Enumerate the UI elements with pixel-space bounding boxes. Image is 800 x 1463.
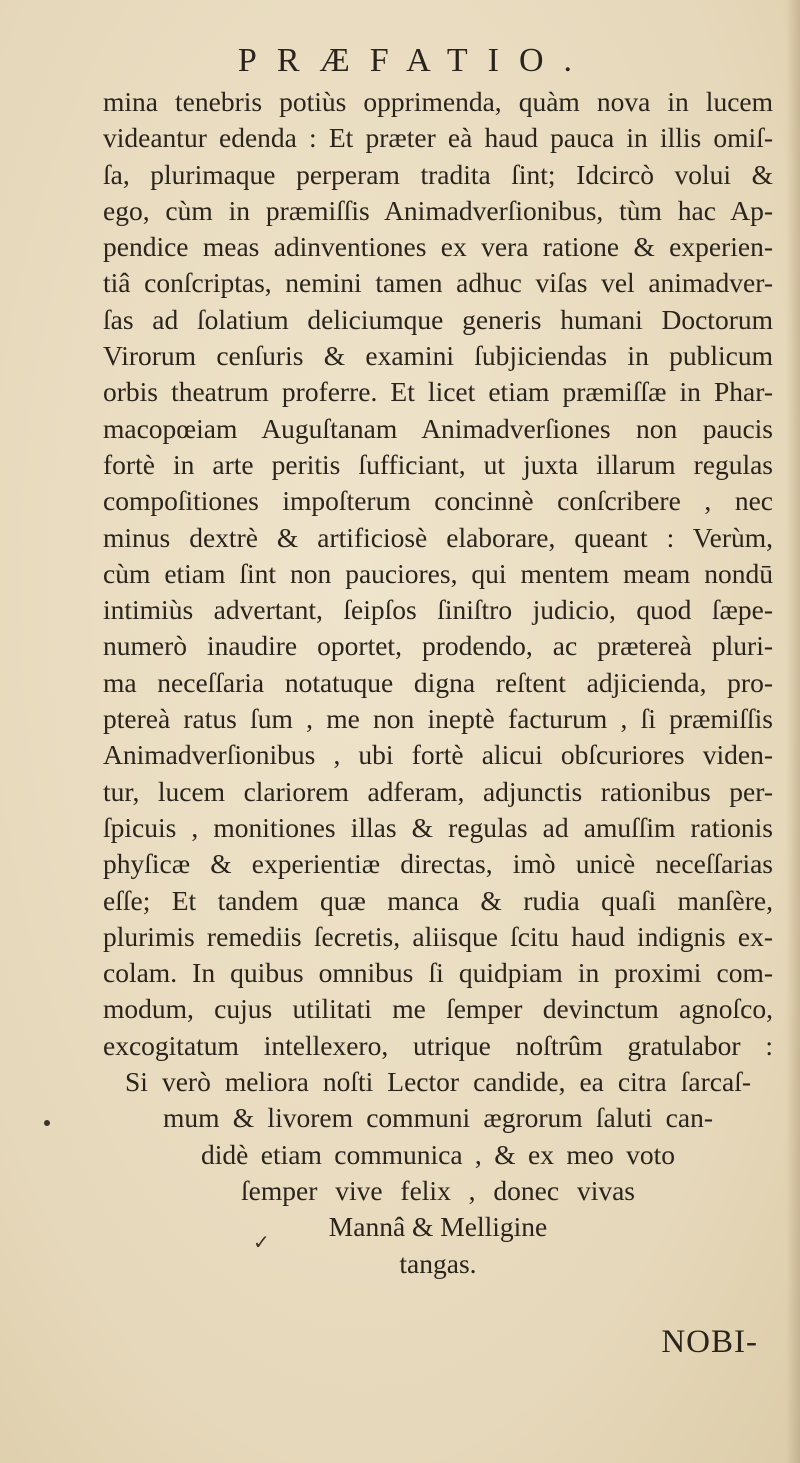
- text-line: eſſe; Et tandem quæ manca & rudia quaſi manſère,: [103, 884, 773, 916]
- text-line: ſa, plurimaque perperam tradita ſint; Idcircò volui &: [103, 158, 773, 190]
- marginal-mark: ✓: [253, 1232, 270, 1254]
- text-line: pendice meas adinventiones ex vera ratione & experien-: [103, 231, 773, 263]
- text-line: ſemper vive felix , donec vivas: [241, 1174, 635, 1206]
- text-line: macopœiam Auguſtanam Animadverſiones non paucis: [103, 412, 773, 444]
- text-line: intimiùs advertant, ſeipſos ſiniſtro judicio, quod ſæpe-: [103, 594, 773, 626]
- ink-spot: [44, 1120, 50, 1126]
- text-line: cùm etiam ſint non pauciores, qui mentem meam nondū: [103, 557, 773, 589]
- text-line: ſas ad ſolatium deliciumque generis humani Doctorum: [103, 303, 773, 335]
- text-line: phyſicæ & experientiæ directas, imò unicè neceſſarias: [103, 848, 773, 880]
- page-edge-shadow: [786, 0, 800, 1463]
- text-line: tangas.: [399, 1247, 477, 1279]
- text-line: Animadverſionibus , ubi fortè alicui obſcuriores viden-: [103, 739, 773, 771]
- text-line: plurimis remediis ſecretis, aliisque ſcitu haud indignis ex-: [103, 920, 773, 952]
- text-line: modum, cujus utilitati me ſemper devinctum agnoſco,: [103, 993, 773, 1025]
- text-line: numerò inaudire oportet, prodendo, ac prætereà pluri-: [103, 630, 773, 662]
- body-text: [103, 84, 773, 1282]
- text-line: excogitatum intellexero, utrique noſtrûm gratulabor :: [103, 1029, 773, 1061]
- text-line: compoſitiones impoſterum concinnè conſcribere , nec: [103, 485, 773, 517]
- text-line: Si verò meliora noſti Lector candide, ea citra ſarcaſ-: [125, 1066, 751, 1098]
- text-line: colam. In quibus omnibus ſi quidpiam in proximi com-: [103, 957, 773, 989]
- text-line: tiâ conſcriptas, nemini tamen adhuc viſas vel animadver-: [103, 267, 773, 299]
- text-line: tur, lucem clariorem adferam, adjunctis rationibus per-: [103, 775, 773, 807]
- text-line: orbis theatrum proferre. Et licet etiam præmiſſæ in Phar-: [103, 376, 773, 408]
- text-line: minus dextrè & artificiosè elaborare, queant : Verùm,: [103, 521, 773, 553]
- text-line: ſpicuis , monitiones illas & regulas ad amuſſim rationis: [103, 811, 773, 843]
- text-line: videantur edenda : Et præter eà haud pauca in illis omiſ-: [103, 122, 773, 154]
- catchword: NOBI-: [661, 1324, 758, 1360]
- text-line: ma neceſſaria notatuque digna reſtent adjicienda, pro-: [103, 666, 773, 698]
- text-line: mum & livorem communi ægrorum ſaluti can-: [163, 1102, 713, 1134]
- text-line: fortè in arte peritis ſufficiant, ut juxta illarum regulas: [103, 448, 773, 480]
- text-line: Virorum cenſuris & examini ſubjiciendas in publicum: [103, 340, 773, 372]
- text-line: didè etiam communica , & ex meo voto: [201, 1138, 675, 1170]
- text-line: Mannâ & Melligine: [328, 1211, 548, 1243]
- text-line: ptereà ratus ſum , me non ineptè facturum , ſi præmiſſis: [103, 703, 773, 735]
- running-head: PRÆFATIO.: [237, 42, 593, 79]
- text-line: mina tenebris potiùs opprimenda, quàm nova in lucem: [103, 86, 773, 117]
- text-line: ego, cùm in præmiſſis Animadverſionibus, tùm hac Ap-: [103, 194, 773, 226]
